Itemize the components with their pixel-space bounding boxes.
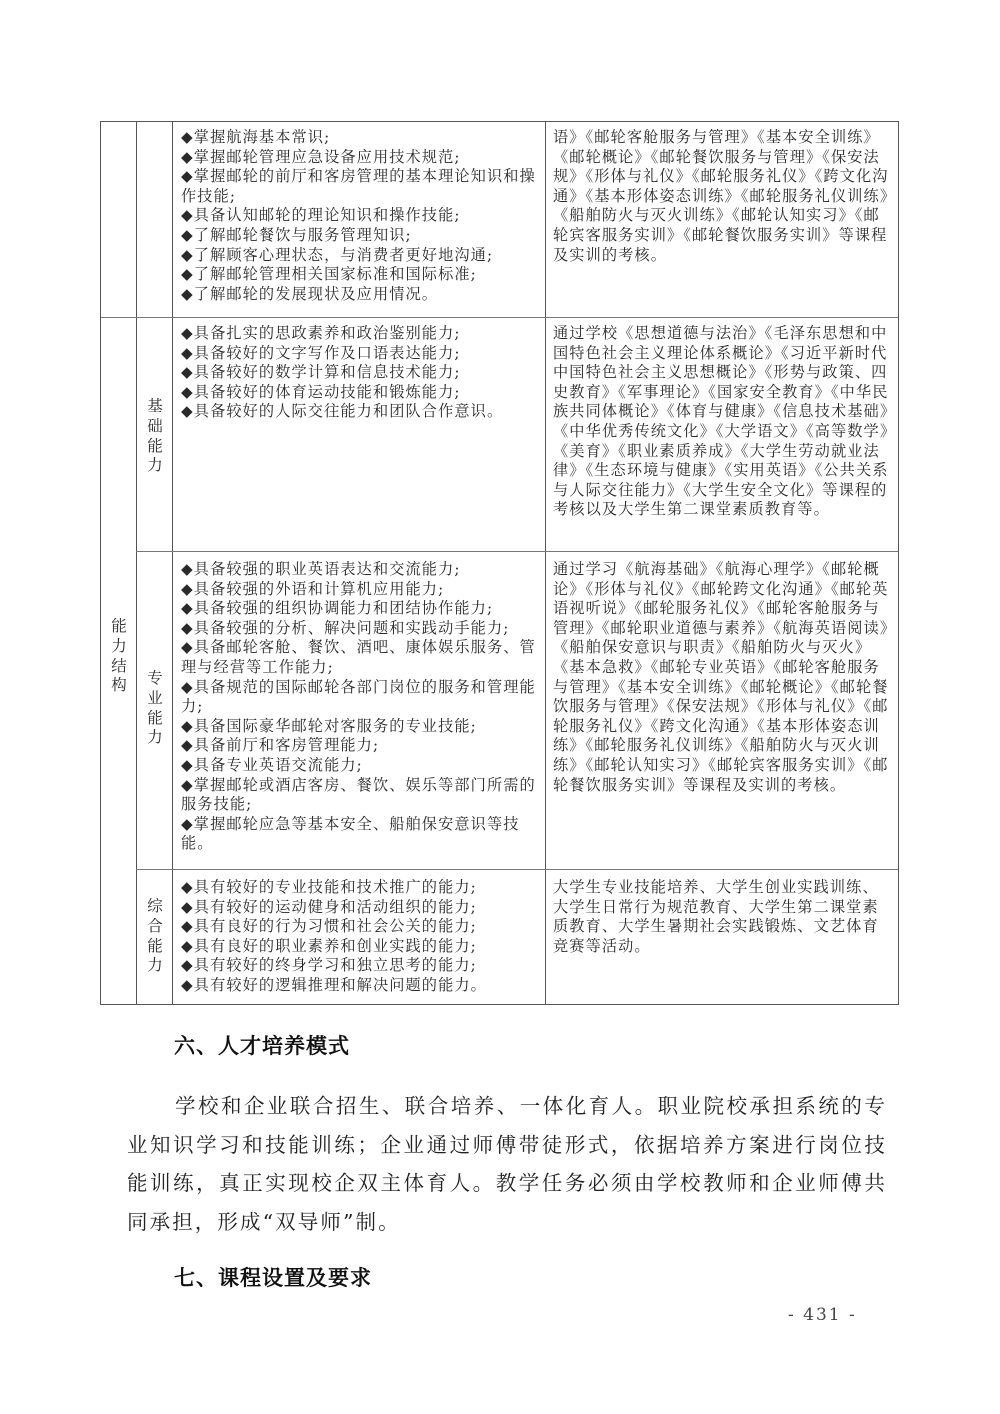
requirements-cell: ◆具备较强的职业英语表达和交流能力; ◆具备较强的外语和计算机应用能力; ◆具备较强的组织协调能力和团结协作能力; ◆具备较强的分析、解决问题和实践动手能力; ◆具备邮轮客舱、餐饮、酒吧、康体娱乐服务、管理与经营等工作能力; ◆具备规范的国际邮轮各部门岗位的服务和管理能力; ◆具备国际豪华邮轮对客服务的专业技能; ◆具备前厅和客房管理能力; ◆具备专业英语交流能力; ◆掌握邮轮或酒店客房、餐饮、娱乐等部门所需的服务技能; ◆掌握邮轮应急等基本安全、船舶保安意识等技能。 <box>181 560 536 853</box>
table-col-divider <box>172 122 173 1004</box>
courses-cell: 通过学习《航海基础》《航海心理学》《邮轮概论》《形体与礼仪》《邮轮跨文化沟通》《邮轮英语视听说》《邮轮服务礼仪》《邮轮客舱服务与管理》《邮轮职业道德与素养》《航海英语阅读》《船舶保安意识与职责》《船舶防火与灭火》《基本急救》《邮轮专业英语》《邮轮客舱服务与管理》《基本安全训练》《邮轮概论》《邮轮餐饮服务与管理》《保安法规》《形体与礼仪》《邮轮服务礼仪》《跨文化沟通》《基本形体姿态训练》《邮轮服务礼仪训练》《船舶防火与灭火训练》《邮轮认知实习》《邮轮宾客服务实训》《邮轮餐饮服务实训》等课程及实训的考核。 <box>553 560 889 794</box>
table-col-divider <box>545 122 546 1004</box>
section-paragraph: 学校和企业联合招生、联合培养、一体化育人。职业院校承担系统的专业知识学习和技能训练；企业通过师傅带徒形式，依据培养方案进行岗位技能训练，真正实现校企双主体育人。教学任务必须由学校教师和企业师傅共同承担，形成“双导师”制。 <box>127 1094 887 1234</box>
category-label: 综合能力 <box>147 897 163 975</box>
page-number: - 431 - <box>788 1305 857 1325</box>
table-col-divider <box>136 122 137 1004</box>
table-row-divider <box>101 317 898 318</box>
section-heading-talent-training-mode: 六、人才培养模式 <box>174 1034 350 1058</box>
requirements-cell: ◆具备扎实的思政素养和政治鉴别能力; ◆具备较好的文字写作及口语表达能力; ◆具备较好的数学计算和信息技术能力; ◆具备较好的体育运动技能和锻炼能力; ◆具备较好的人际交往能力和团队合作意识。 <box>181 324 504 421</box>
section-heading-curriculum: 七、课程设置及要求 <box>174 1266 372 1290</box>
courses-cell: 通过学校《思想道德与法治》《毛泽东思想和中国特色社会主义理论体系概论》《习近平新时代中国特色社会主义思想概论》《形势与政策、四史教育》《军事理论》《国家安全教育》《中华民族共同体概论》《体育与健康》《信息技术基础》《中华优秀传统文化》《大学语文》《高等数学》《美育》《职业素质养成》《大学生劳动就业法律》《生态环境与健康》《实用英语》《公共关系与人际交往能力》《大学生安全文化》等课程的考核以及大学生第二课堂素质教育等。 <box>553 324 889 519</box>
requirements-cell: ◆具有较好的专业技能和技术推广的能力; ◆具有较好的运动健身和活动组织的能力; ◆具有良好的行为习惯和社会公关的能力; ◆具有良好的职业素养和创业实践的能力; ◆具有较好的终身学习和独立思考的能力; ◆具有较好的逻辑推理和解决问题的能力。 <box>181 878 487 994</box>
ability-structure-table <box>100 121 899 1005</box>
requirements-cell: ◆掌握航海基本常识; ◆掌握邮轮管理应急设备应用技术规范; ◆掌握邮轮的前厅和客房管理的基本理论知识和操作技能; ◆具备认知邮轮的理论知识和操作技能; ◆了解邮轮餐饮与服务管理知识; ◆了解顾客心理状态，与消费者更好地沟通; ◆了解邮轮管理相关国家标准和国际标准; ◆了解邮轮的发展现状及应用情况。 <box>181 128 536 303</box>
group-label: 能力结构 <box>111 617 127 695</box>
courses-cell: 大学生专业技能培养、大学生创业实践训练、大学生日常行为规范教育、大学生第二课堂素质教育、大学生暑期社会实践锻炼、文艺体育竞赛等活动。 <box>553 878 879 955</box>
category-label: 专业能力 <box>147 669 163 747</box>
table-row-divider <box>136 869 898 870</box>
courses-cell: 语》《邮轮客舱服务与管理》《基本安全训练》《邮轮概论》《邮轮餐饮服务与管理》《保安法规》《形体与礼仪》《邮轮服务礼仪》《跨文化沟通》《基本形体姿态训练》《邮轮服务礼仪训练》《船舶防火与灭火训练》《邮轮认知实习》《邮轮宾客服务实训》《邮轮餐饮服务实训》等课程及实训的考核。 <box>553 128 889 264</box>
table-row-divider <box>136 551 898 552</box>
category-label: 基础能力 <box>147 397 163 475</box>
